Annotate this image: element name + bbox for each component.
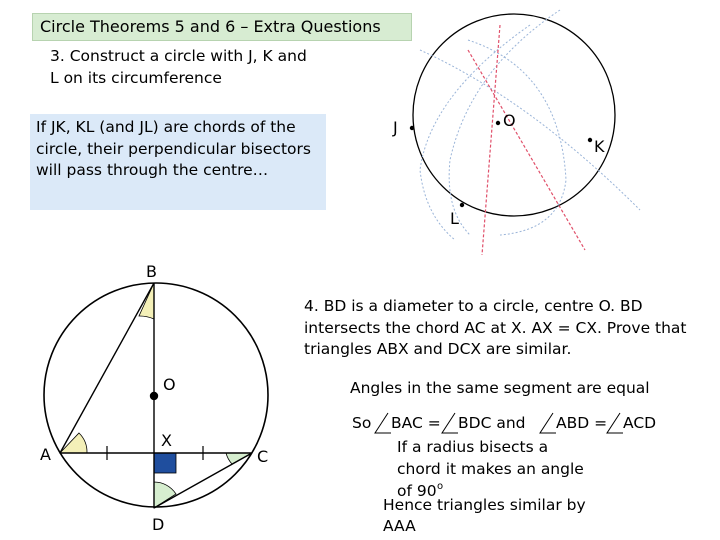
label-a: A [40, 445, 51, 464]
perpendicular-bisector [468, 50, 585, 250]
degree-superscript: o [437, 481, 444, 492]
construction-arc [468, 40, 566, 235]
proof-diagram [40, 262, 268, 534]
proof-step-4-line-1: Hence triangles similar by [383, 496, 586, 514]
chord-ab [60, 283, 154, 453]
point-o-proof [150, 392, 158, 400]
proof-step-2-bdc: BDC and [458, 414, 526, 432]
label-j: J [393, 118, 398, 137]
point-o-construction [496, 121, 500, 125]
label-c: C [257, 447, 269, 466]
question-4-text: 4. BD is a diameter to a circle, centre O. BD intersects the chord AC at X. AX = CX. Prove that triangles ABX and DCX are similar. [304, 297, 687, 358]
right-angle-marker [154, 453, 176, 473]
angle-symbol-icon [540, 413, 556, 433]
angle-symbol-icon [607, 413, 623, 433]
page-title: Circle Theorems 5 and 6 – Extra Questions [40, 17, 381, 36]
hint-text: If JK, KL (and JL) are chords of the circle, their perpendicular bisectors will pass through the centre… [36, 118, 311, 179]
proof-step-2-abd: ABD = [556, 414, 608, 432]
perpendicular-bisector [482, 25, 500, 255]
angle-symbol-icon [375, 413, 391, 433]
proof-step-2-bac: BAC = [391, 414, 441, 432]
point-l [460, 203, 464, 207]
label-k: K [594, 137, 605, 156]
point-j [410, 126, 414, 130]
label-l: L [450, 209, 459, 228]
label-b: B [146, 262, 157, 281]
angle-symbol-icon [442, 413, 458, 433]
proof-step-3-line-3: of 90 [397, 482, 437, 500]
label-o-construction: O [503, 111, 516, 130]
proof-step-4-line-2: AAA [383, 517, 416, 535]
proof-step-1: Angles in the same segment are equal [350, 379, 650, 397]
question-3-text: 3. Construct a circle with J, K and L on its circumference [50, 47, 307, 87]
angle-bac [60, 433, 87, 453]
label-d: D [152, 515, 165, 534]
label-o-proof: O [163, 375, 176, 394]
label-x: X [161, 431, 172, 450]
point-k [588, 138, 592, 142]
proof-step-2-prefix: So [352, 414, 372, 432]
angle-bdc [154, 482, 176, 508]
construction-diagram [392, 10, 640, 255]
proof-step-2-acd: ACD [623, 414, 657, 432]
proof-step-3-line-1: If a radius bisects a [397, 438, 549, 456]
proof-step-3-line-2: chord it makes an angle [397, 460, 584, 478]
